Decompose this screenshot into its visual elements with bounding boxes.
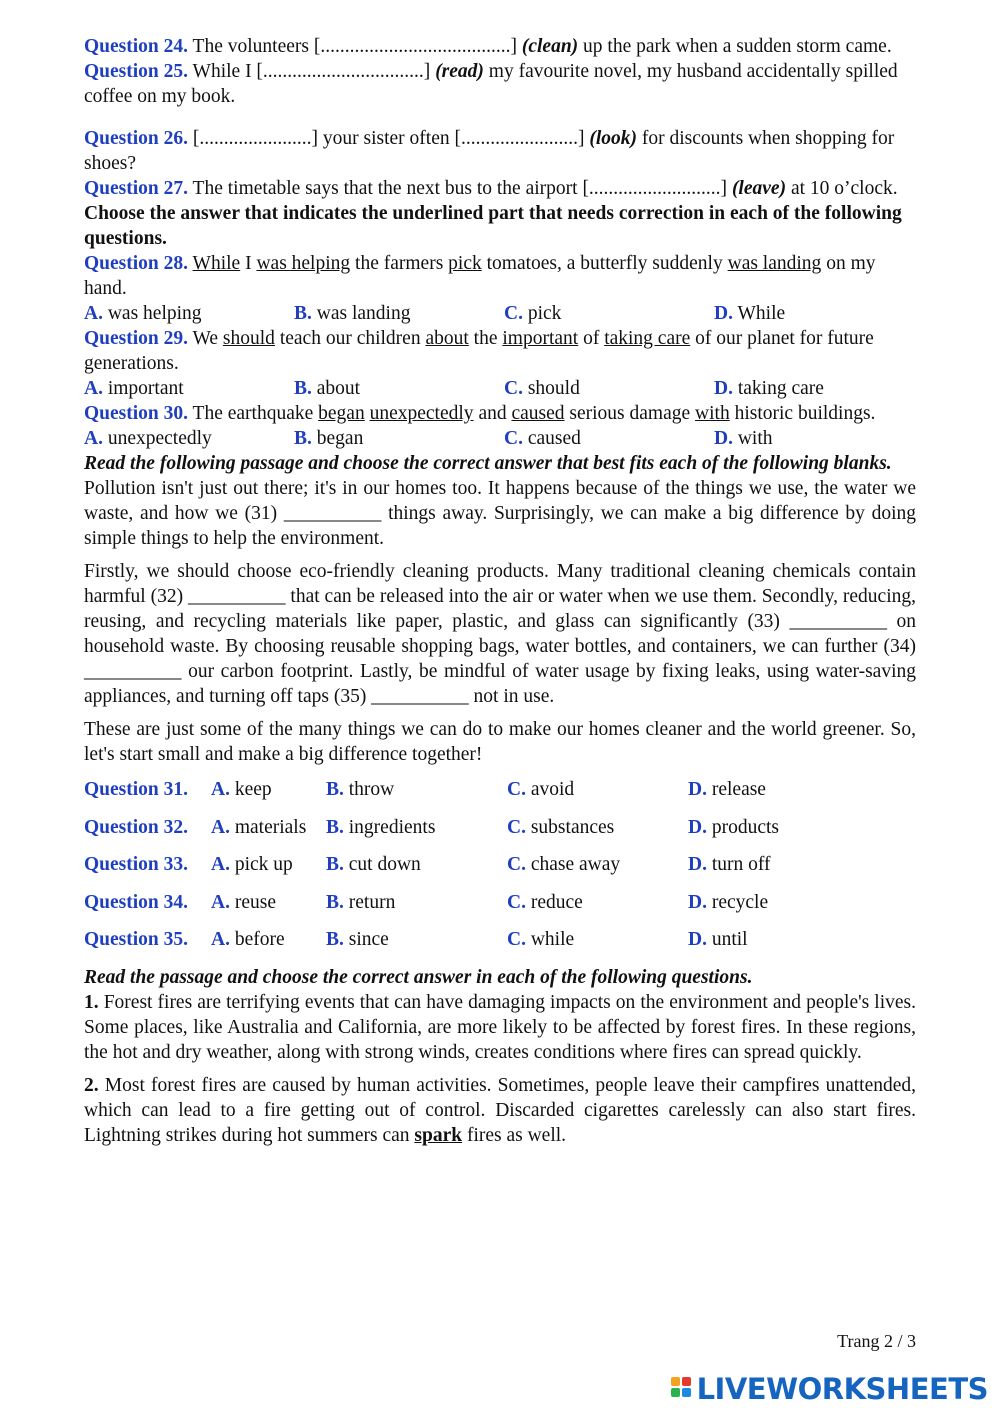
option-letter: C. xyxy=(507,816,526,838)
question-text: [.......................] your sister often [........................] xyxy=(192,128,585,149)
option-c[interactable] xyxy=(507,852,688,877)
question-text: up the park when a sudden storm came. xyxy=(583,36,892,57)
underlined-part: pick xyxy=(448,253,482,274)
option-text: with xyxy=(737,428,773,449)
option-text: was helping xyxy=(107,303,202,324)
question-27 xyxy=(84,176,916,201)
paragraph-text: Forest fires are terrifying events that can have damaging impacts on the environment and people's lives. Some places, like Australia and California, are more likely to be affected by forest fires. In these regions, the hot and dry weather, along with strong winds, creates conditions where fires can spread quickly. xyxy=(84,991,916,1063)
option-text: chase away xyxy=(530,854,621,876)
option-a[interactable] xyxy=(211,777,326,802)
question-text: tomatoes, a butterfly suddenly xyxy=(486,253,723,274)
option-text: taking care xyxy=(737,378,824,399)
option-letter: D. xyxy=(688,816,707,838)
logo-icon xyxy=(671,1377,693,1401)
option-letter: D. xyxy=(688,779,707,800)
option-letter: D. xyxy=(714,378,733,399)
option-b[interactable] xyxy=(326,815,507,840)
question-text: While I [.................................] xyxy=(192,61,431,82)
question-text: of xyxy=(583,328,600,349)
option-text: since xyxy=(348,929,389,951)
passage-paragraph xyxy=(84,990,916,1065)
option-d[interactable] xyxy=(688,815,868,840)
option-text: reuse xyxy=(234,891,276,913)
question-text: my favourite novel, my husband accidentally spilled coffee on my book. xyxy=(84,61,898,107)
option-b[interactable] xyxy=(294,301,504,326)
option-letter: A. xyxy=(84,428,103,449)
question-label: Question 34. xyxy=(84,891,189,913)
option-letter: B. xyxy=(326,816,344,838)
question-label: Question 29. xyxy=(84,328,189,349)
question-text: teach our children xyxy=(279,328,421,349)
option-letter: C. xyxy=(504,378,523,399)
option-c[interactable] xyxy=(507,815,688,840)
option-a[interactable] xyxy=(211,890,326,915)
option-text: return xyxy=(348,891,396,913)
question-29 xyxy=(84,326,916,376)
option-letter: B. xyxy=(294,428,312,449)
question-text: for discounts when shopping for shoes? xyxy=(84,128,895,174)
cloze-options-table xyxy=(84,777,916,965)
option-a[interactable] xyxy=(211,927,326,952)
option-text: should xyxy=(527,378,580,399)
option-a[interactable] xyxy=(211,815,326,840)
option-letter: A. xyxy=(211,779,230,800)
options-row xyxy=(84,777,916,815)
option-text: products xyxy=(711,816,779,838)
option-text: materials xyxy=(234,816,307,838)
question-text: on my hand. xyxy=(84,253,876,299)
option-b[interactable] xyxy=(326,777,507,802)
option-letter: D. xyxy=(688,929,707,951)
section-heading-passage-cloze: Read the following passage and choose the correct answer that best fits each of the following blanks. xyxy=(84,453,892,474)
question-text: I xyxy=(245,253,252,274)
option-c[interactable] xyxy=(504,376,714,401)
question-text: The volunteers [.......................................] xyxy=(192,36,517,57)
option-letter: B. xyxy=(294,303,312,324)
option-c[interactable] xyxy=(504,426,714,451)
question-label: Question 26. xyxy=(84,128,189,149)
underlined-part: was helping xyxy=(256,253,351,274)
option-text: about xyxy=(316,378,361,399)
question-label: Question 30. xyxy=(84,403,189,424)
option-letter: C. xyxy=(504,428,523,449)
option-b[interactable] xyxy=(294,426,504,451)
paragraph-text: fires as well. xyxy=(466,1124,567,1146)
option-d[interactable] xyxy=(714,301,914,326)
option-letter: A. xyxy=(84,303,103,324)
question-label: Question 25. xyxy=(84,61,189,82)
passage-paragraph: Firstly, we should choose eco-friendly cleaning products. Many traditional cleaning chemicals contain harmful (32) __________ that can be released into the air or water when we use them. Secondly, reducing, reusing, and recycling materials like paper, plastic, and glass can significantly (33) __________ on household waste. By choosing reusable shopping bags, water bottles, and containers, we can further (34) __________ our carbon footprint. Lastly, be mindful of water usage by fixing leaks, using water-saving appliances, and turning off taps (35) __________ not in use. xyxy=(84,561,916,707)
option-text: While xyxy=(737,303,786,324)
option-d[interactable] xyxy=(688,852,868,877)
option-d[interactable] xyxy=(714,426,914,451)
option-text: reduce xyxy=(530,891,583,913)
question-25 xyxy=(84,59,916,109)
verb-hint: (look) xyxy=(589,128,637,149)
options-row xyxy=(84,815,916,853)
option-text: ingredients xyxy=(348,816,436,838)
question-label: Question 28. xyxy=(84,253,189,274)
options-row xyxy=(84,852,916,890)
question-label: Question 32. xyxy=(84,816,189,838)
verb-hint: (leave) xyxy=(731,178,787,199)
option-c[interactable] xyxy=(507,927,688,952)
option-text: throw xyxy=(348,779,395,800)
option-letter: C. xyxy=(507,854,526,876)
question-text: at 10 o’clock. xyxy=(790,178,898,199)
question-text: serious damage xyxy=(569,403,691,424)
underlined-part: important xyxy=(502,328,579,349)
option-text: pick up xyxy=(234,854,293,876)
question-text: the farmers xyxy=(355,253,444,274)
option-a[interactable] xyxy=(211,852,326,877)
option-c[interactable] xyxy=(504,301,714,326)
question-label: Question 33. xyxy=(84,854,189,876)
option-text: cut down xyxy=(348,854,421,876)
option-text: substances xyxy=(530,816,615,838)
option-text: avoid xyxy=(530,779,575,800)
option-text: important xyxy=(107,378,184,399)
option-text: began xyxy=(316,428,364,449)
question-text: of our planet for future generations. xyxy=(84,328,874,374)
question-26 xyxy=(84,126,916,176)
option-text: keep xyxy=(234,779,272,800)
paragraph-text: Most forest fires are caused by human activities. Sometimes, people leave their campfires unattended, which can lead to a fire getting out of control. Discarded cigarettes carelessly can also start fires. Lightning strikes during hot summers can xyxy=(84,1074,917,1146)
option-text: unexpectedly xyxy=(107,428,212,449)
logo-text: LIVEWORKSHEETS xyxy=(696,1372,988,1406)
option-c[interactable] xyxy=(507,890,688,915)
option-letter: C. xyxy=(507,891,526,913)
question-text: historic buildings. xyxy=(734,403,876,424)
option-letter: B. xyxy=(326,779,344,800)
question-24 xyxy=(84,34,916,59)
option-b[interactable] xyxy=(326,927,507,952)
answer-options xyxy=(84,376,916,401)
paragraph-number: 2. xyxy=(84,1074,99,1096)
question-30 xyxy=(84,401,916,426)
question-text: The earthquake xyxy=(192,403,314,424)
option-text: pick xyxy=(527,303,562,324)
underlined-part: caused xyxy=(511,403,565,424)
option-text: caused xyxy=(527,428,581,449)
option-letter: C. xyxy=(507,779,526,800)
option-d[interactable] xyxy=(688,927,868,952)
option-text: before xyxy=(234,929,285,951)
option-letter: A. xyxy=(84,378,103,399)
key-word: spark xyxy=(414,1124,463,1146)
question-label: Question 31. xyxy=(84,779,189,800)
options-row xyxy=(84,927,916,965)
option-a[interactable] xyxy=(84,426,294,451)
options-row xyxy=(84,890,916,928)
underlined-part: taking care xyxy=(604,328,691,349)
option-letter: C. xyxy=(504,303,523,324)
verb-hint: (read) xyxy=(435,61,484,82)
option-letter: D. xyxy=(688,854,707,876)
question-label: Question 24. xyxy=(84,36,189,57)
question-28 xyxy=(84,251,916,301)
passage-paragraph: These are just some of the many things we can do to make our homes cleaner and the world greener. So, let's start small and make a big difference together! xyxy=(84,719,916,765)
option-letter: A. xyxy=(211,816,230,838)
option-b[interactable] xyxy=(294,376,504,401)
option-a[interactable] xyxy=(84,376,294,401)
underlined-part: was landing xyxy=(727,253,822,274)
option-letter: B. xyxy=(326,929,344,951)
option-letter: B. xyxy=(326,891,344,913)
option-a[interactable] xyxy=(84,301,294,326)
option-text: recycle xyxy=(711,891,769,913)
answer-options xyxy=(84,301,916,326)
option-letter: A. xyxy=(211,891,230,913)
worksheet-page xyxy=(84,34,916,1148)
option-letter: B. xyxy=(294,378,312,399)
underlined-part: While xyxy=(192,253,241,274)
option-letter: A. xyxy=(211,929,230,951)
option-b[interactable] xyxy=(326,852,507,877)
option-d[interactable] xyxy=(714,376,914,401)
question-text: The timetable says that the next bus to the airport [...........................] xyxy=(192,178,728,199)
underlined-part: should xyxy=(222,328,275,349)
section-heading-reading: Read the passage and choose the correct answer in each of the following questions. xyxy=(84,966,753,988)
passage-paragraph: Pollution isn't just out there; it's in our homes too. It happens because of the things we use, the water we waste, and how we (31) __________ things away. Surprisingly, we can make a big difference by doing simple things to help the environment. xyxy=(84,478,916,549)
underlined-part: with xyxy=(695,403,730,424)
option-letter: D. xyxy=(714,428,733,449)
option-d[interactable] xyxy=(688,777,868,802)
option-d[interactable] xyxy=(688,890,868,915)
underlined-part: about xyxy=(425,328,469,349)
option-text: turn off xyxy=(711,854,771,876)
option-letter: A. xyxy=(211,854,230,876)
paragraph-number: 1. xyxy=(84,991,99,1013)
option-letter: D. xyxy=(714,303,733,324)
underlined-part: began xyxy=(318,403,365,424)
option-letter: D. xyxy=(688,891,707,913)
option-text: was landing xyxy=(316,303,411,324)
option-c[interactable] xyxy=(507,777,688,802)
answer-options xyxy=(84,426,916,451)
option-letter: B. xyxy=(326,854,344,876)
option-text: while xyxy=(530,929,575,951)
question-label: Question 27. xyxy=(84,178,189,199)
option-text: until xyxy=(711,929,748,951)
verb-hint: (clean) xyxy=(521,36,579,57)
option-b[interactable] xyxy=(326,890,507,915)
option-letter: C. xyxy=(507,929,526,951)
question-text: We xyxy=(192,328,219,349)
passage-paragraph xyxy=(84,1073,916,1148)
question-label: Question 35. xyxy=(84,929,189,951)
liveworksheets-logo xyxy=(671,1372,988,1406)
option-text: release xyxy=(711,779,766,800)
section-heading-correction: Choose the answer that indicates the underlined part that needs correction in each of the following questions. xyxy=(84,203,902,249)
underlined-part: unexpectedly xyxy=(369,403,474,424)
question-text: the xyxy=(473,328,498,349)
page-number: Trang 2 / 3 xyxy=(837,1331,916,1351)
question-text: and xyxy=(478,403,507,424)
